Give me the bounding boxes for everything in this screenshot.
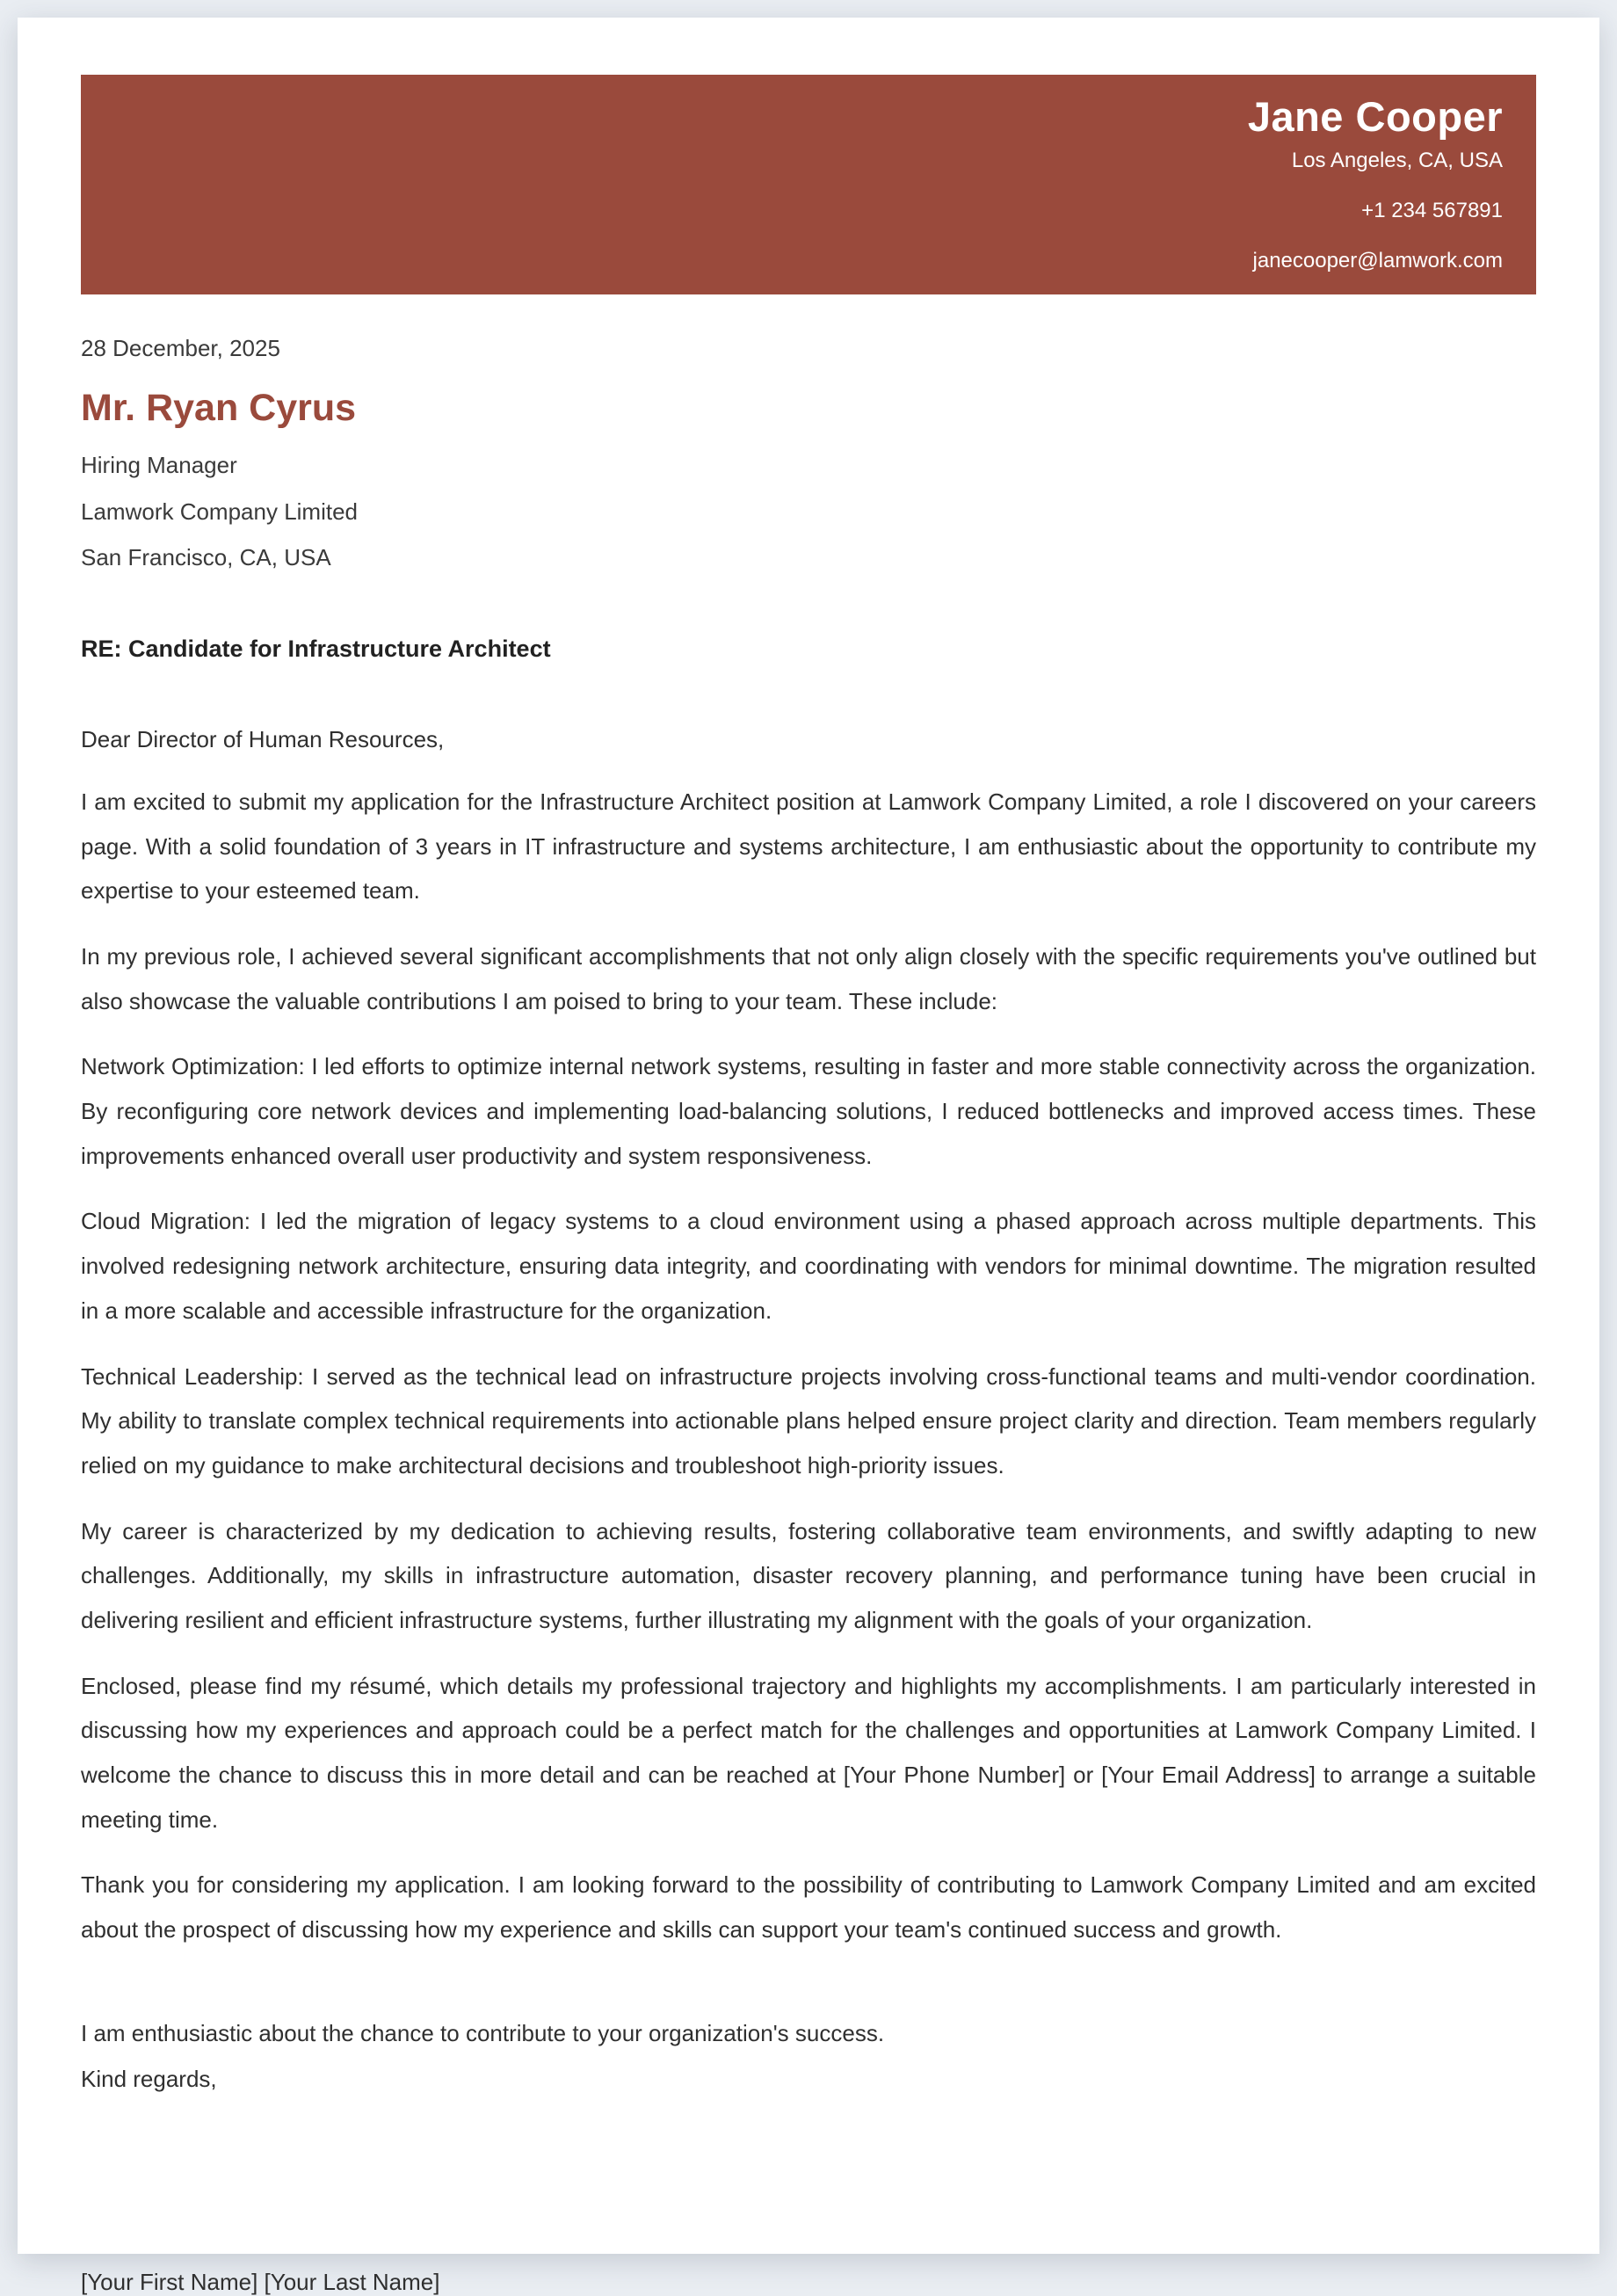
recipient-name: Mr. Ryan Cyrus bbox=[81, 387, 357, 429]
body-paragraph: In my previous role, I achieved several significant accomplishments that not only align closely with the specific requirements you've outlined but also showcase the valuable contributions I am poised to bring to your team. These include: bbox=[81, 943, 1536, 1014]
sender-phone: +1 234 567891 bbox=[1361, 199, 1503, 223]
letter-page bbox=[18, 18, 1599, 2295]
closing-block bbox=[81, 2010, 1536, 2102]
sender-name: Jane Cooper bbox=[1247, 93, 1503, 141]
sender-location: Los Angeles, CA, USA bbox=[1291, 149, 1503, 173]
closing-line: I am enthusiastic about the chance to contribute to your organization's success. bbox=[81, 2019, 885, 2046]
body-paragraph: Cloud Migration: I led the migration of legacy systems to a cloud environment using a phased approach across multiple departments. This involved redesigning network architecture, ensuring data integrity, and coordinating with vendors for minimal downtime. The migration resulted in a more scalable and accessible infrastructure for the organization. bbox=[81, 1208, 1536, 1324]
body-paragraph: My career is characterized by my dedication to achieving results, fostering collaborative team environments, and swiftly adapting to new challenges. Additionally, my skills in infrastructure automation, disaster recovery planning, and performance tuning have been crucial in delivering resilient and efficient infrastructure systems, further illustrating my alignment with the goals of your organization. bbox=[81, 1517, 1536, 1633]
sign-off: Kind regards, bbox=[81, 2065, 217, 2092]
recipient-location: San Francisco, CA, USA bbox=[81, 544, 331, 571]
salutation: Dear Director of Human Resources, bbox=[81, 725, 445, 752]
signature-name: [Your First Name] [Your Last Name] bbox=[81, 2268, 440, 2295]
body-paragraph: Technical Leadership: I served as the technical lead on infrastructure projects involving cross-functional teams and multi-vendor coordination. My ability to translate complex technical requirements into actionable plans helped ensure project clarity and direction. Team members regularly relied on my guidance to make architectural decisions and troubleshoot high-priority issues. bbox=[81, 1362, 1536, 1479]
recipient-block bbox=[81, 442, 1536, 581]
recipient-company: Lamwork Company Limited bbox=[81, 498, 359, 525]
body-paragraph: Network Optimization: I led efforts to optimize internal network systems, resulting in faster and more stable connectivity across the organization. By reconfiguring core network devices and implementing load-balancing solutions, I reduced bottlenecks and improved access times. These improvements enhanced overall user productivity and system responsiveness. bbox=[81, 1053, 1536, 1169]
letter-body bbox=[81, 780, 1536, 1952]
recipient-title: Hiring Manager bbox=[81, 452, 237, 479]
letter-date: 28 December, 2025 bbox=[81, 335, 280, 361]
sender-email: janecooper@lamwork.com bbox=[1252, 249, 1503, 273]
body-paragraph: I am excited to submit my application for the Infrastructure Architect position at Lamwork Company Limited, a role I discovered on your careers page. With a solid foundation of 3 years in IT infrastructure and systems architecture, I am enthusiastic about the opportunity to contribute my expertise to your esteemed team. bbox=[81, 788, 1536, 905]
letter-header bbox=[81, 75, 1536, 294]
subject-line: RE: Candidate for Infrastructure Architect bbox=[81, 635, 551, 662]
body-paragraph: Enclosed, please find my résumé, which details my professional trajectory and highlights my accomplishments. I am particularly interested in discussing how my experiences and approach could be a perfect match for the challenges and opportunities at Lamwork Company Limited. I welcome the chance to discuss this in more detail and can be reached at [Your Phone Number] or [Your Email Address] to arrange a suitable meeting time. bbox=[81, 1672, 1536, 1833]
body-paragraph: Thank you for considering my application. I am looking forward to the possibility of contributing to Lamwork Company Limited and am excited about the prospect of discussing how my experience and skills can support your team's continued success and growth. bbox=[81, 1871, 1536, 1944]
